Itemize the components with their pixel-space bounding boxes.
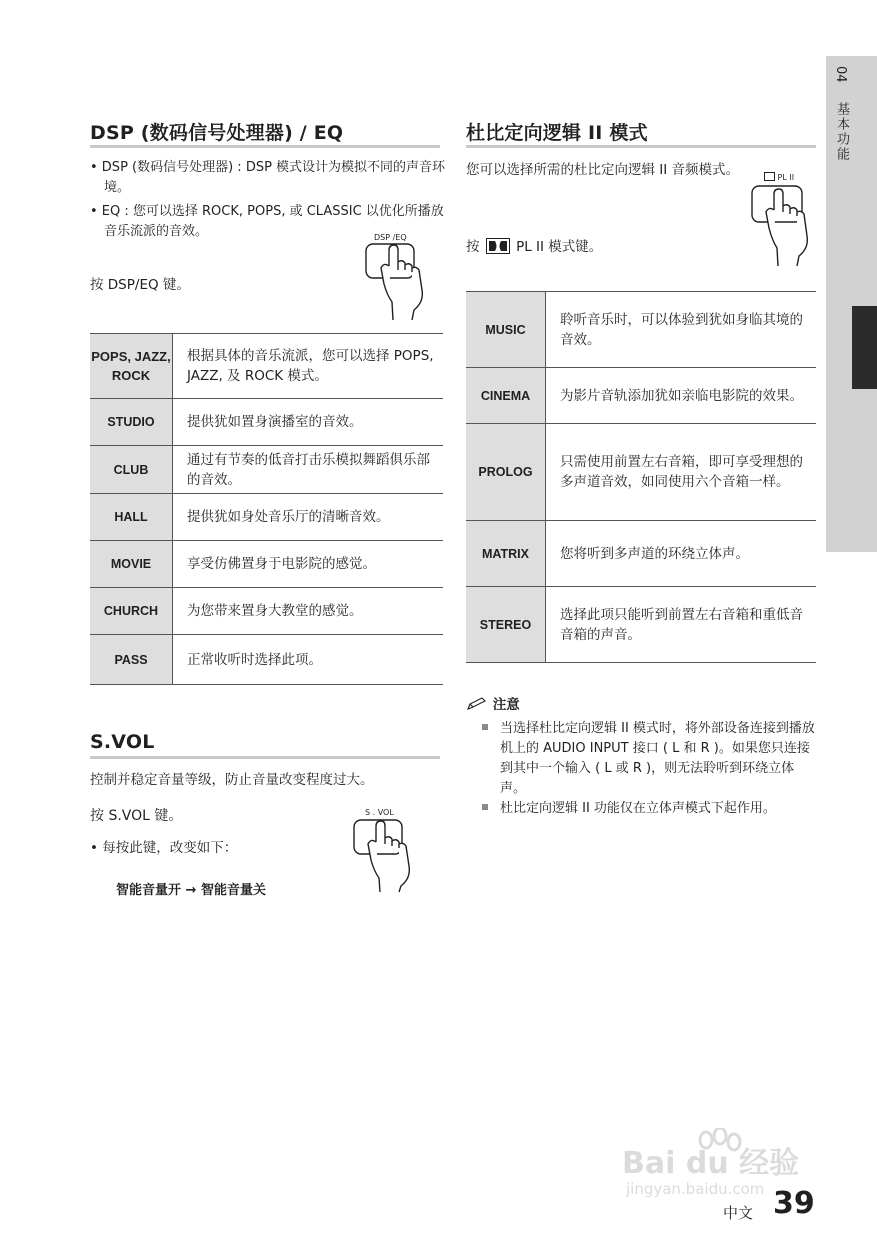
table-row bbox=[466, 424, 816, 521]
dsp-bullet-1: • DSP (数码信号处理器) : DSP 模式设计为模拟不同的声音环境。 bbox=[90, 160, 446, 195]
table-row bbox=[466, 292, 816, 368]
mode-description: 为您带来置身大教堂的感觉。 bbox=[173, 588, 444, 635]
table-row bbox=[466, 587, 816, 663]
svol-press-instruction: 按 S.VOL 键。 bbox=[90, 808, 183, 824]
mode-name: POPS, JAZZ, ROCK bbox=[90, 334, 173, 399]
dsp-eq-button-label: DSP /EQ bbox=[374, 233, 407, 242]
table-row bbox=[90, 541, 443, 588]
table-row bbox=[90, 635, 443, 685]
chapter-title: 基本功能 bbox=[834, 102, 849, 162]
note-list bbox=[482, 719, 816, 819]
mode-name: CLUB bbox=[90, 446, 173, 494]
pencil-icon bbox=[466, 697, 488, 715]
dsp-heading: DSP (数码信号处理器) / EQ bbox=[90, 122, 344, 144]
mode-description: 享受仿佛置身于电影院的感觉。 bbox=[173, 541, 444, 588]
mode-description: 提供犹如置身演播室的音效。 bbox=[173, 399, 444, 446]
square-bullet-icon bbox=[482, 724, 488, 730]
note-header bbox=[466, 693, 520, 715]
mode-description: 聆听音乐时，可以体验到犹如身临其境的音效。 bbox=[546, 292, 817, 368]
mode-name: MATRIX bbox=[466, 521, 546, 587]
watermark-url: jingyan.baidu.com bbox=[626, 1180, 765, 1198]
mode-description: 根据具体的音乐流派，您可以选择 POPS, JAZZ, 及 ROCK 模式。 bbox=[173, 334, 444, 399]
chapter-number: 04 bbox=[833, 66, 848, 83]
watermark-brand: Bai du 经验 bbox=[622, 1146, 800, 1181]
mode-description: 您将听到多声道的环绕立体声。 bbox=[546, 521, 817, 587]
svol-intro: 控制并稳定音量等级，防止音量改变程度过大。 bbox=[90, 772, 374, 788]
list-item: 当选择杜比定向逻辑 II 模式时，将外部设备连接到播放机上的 AUDIO INPUT 接口 ( L 和 R )。如果您只连接到其中一个输入 ( L 或 R )，则无法聆听到环绕立体声。 bbox=[482, 719, 816, 799]
mode-description: 选择此项只能听到前置左右音箱和重低音音箱的声音。 bbox=[546, 587, 817, 663]
note-title: 注意 bbox=[492, 697, 520, 713]
square-bullet-icon bbox=[482, 804, 488, 810]
table-row bbox=[90, 399, 443, 446]
mode-description: 只需使用前置左右音箱，即可享受理想的多声道音效，如同使用六个音箱一样。 bbox=[546, 424, 817, 521]
mode-name: STUDIO bbox=[90, 399, 173, 446]
table-row bbox=[90, 334, 443, 399]
mode-name: CHURCH bbox=[90, 588, 173, 635]
table-row bbox=[90, 494, 443, 541]
table-row bbox=[466, 368, 816, 424]
mode-description: 通过有节奏的低音打击乐模拟舞蹈俱乐部的音效。 bbox=[173, 446, 444, 494]
table-row bbox=[90, 588, 443, 635]
mode-name: HALL bbox=[90, 494, 173, 541]
dolby-intro: 您可以选择所需的杜比定向逻辑 II 音频模式。 bbox=[466, 162, 740, 178]
page-number: 39 bbox=[773, 1186, 815, 1221]
footer-language: 中文 bbox=[723, 1204, 754, 1222]
dolby-press-prefix: 按 bbox=[466, 239, 480, 255]
dolby-logo-icon bbox=[486, 238, 510, 260]
dolby-heading: 杜比定向逻辑 II 模式 bbox=[466, 122, 648, 144]
mode-description: 为影片音轨添加犹如亲临电影院的效果。 bbox=[546, 368, 817, 424]
dsp-eq-button-press-icon bbox=[362, 240, 437, 320]
dsp-bullet-2: • EQ : 您可以选择 ROCK, POPS, 或 CLASSIC 以优化所播放音乐流派的音效。 bbox=[90, 204, 444, 239]
dolby-button-press-icon bbox=[748, 180, 818, 266]
table-row bbox=[466, 521, 816, 587]
mode-name: MOVIE bbox=[90, 541, 173, 588]
dolby-press-instruction bbox=[466, 237, 602, 260]
svol-sequence: 智能音量开 → 智能音量关 bbox=[116, 883, 266, 898]
table-row bbox=[90, 446, 443, 494]
svol-heading-rule bbox=[90, 756, 440, 759]
svol-heading: S.VOL bbox=[90, 731, 155, 753]
chapter-side-tab-active-block bbox=[852, 306, 877, 389]
list-item: 杜比定向逻辑 II 功能仅在立体声模式下起作用。 bbox=[482, 799, 816, 819]
dolby-button-label: PL II bbox=[764, 172, 794, 182]
mode-name: PASS bbox=[90, 635, 173, 685]
dolby-heading-rule bbox=[466, 145, 816, 148]
svol-button-label: S . VOL bbox=[365, 808, 394, 817]
mode-description: 提供犹如身处音乐厅的清晰音效。 bbox=[173, 494, 444, 541]
svol-bullet: • 每按此键，改变如下： bbox=[90, 840, 238, 856]
dolby-mode-table bbox=[466, 291, 816, 663]
svol-button-press-icon bbox=[350, 814, 420, 894]
mode-name: PROLOG bbox=[466, 424, 546, 521]
dolby-press-suffix: PL II 模式键。 bbox=[516, 239, 603, 255]
mode-name: MUSIC bbox=[466, 292, 546, 368]
mode-name: STEREO bbox=[466, 587, 546, 663]
mode-description: 正常收听时选择此项。 bbox=[173, 635, 444, 685]
dsp-heading-rule bbox=[90, 145, 440, 148]
mode-name: CINEMA bbox=[466, 368, 546, 424]
dsp-mode-table bbox=[90, 333, 443, 685]
dsp-press-instruction: 按 DSP/EQ 键。 bbox=[90, 277, 190, 293]
